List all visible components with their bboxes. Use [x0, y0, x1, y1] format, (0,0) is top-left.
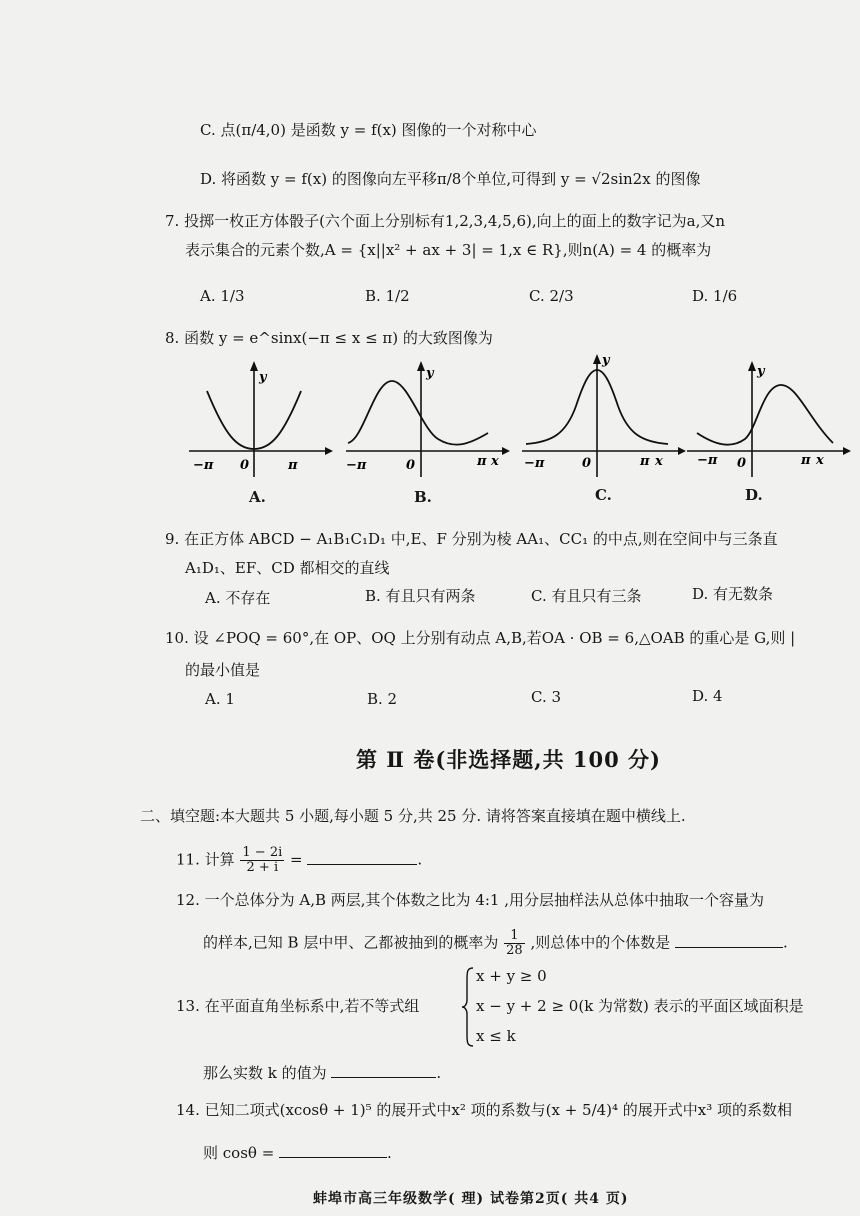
- q13-ineq-1: x + y ≥ 0: [476, 967, 547, 985]
- q12-text-a: 的样本,已知 B 层中甲、乙都被抽到的概率为: [203, 933, 499, 952]
- q10-option-c: C. 3: [531, 688, 562, 706]
- q13-brace: [461, 966, 475, 1048]
- graph-c-svg: [518, 350, 688, 485]
- q10-option-d: D. 4: [692, 687, 723, 705]
- q13-suffix: (k 为常数) 表示的平面区域面积是: [578, 997, 804, 1015]
- y-label: y: [426, 366, 434, 381]
- q10-stem-line2: 的最小值是: [185, 661, 261, 679]
- q6-option-d: D. 将函数 y = f(x) 的图像向左平移π/8个单位,可得到 y = √2sin2x 的图像: [200, 170, 701, 188]
- curve: [348, 381, 488, 445]
- q11-numerator: 1 − 2i: [242, 845, 283, 860]
- x-axis-arrow: [502, 447, 510, 455]
- q12-text-b: ,则总体中的个体数是: [530, 933, 671, 952]
- q14-text: 则 cosθ =: [203, 1144, 275, 1162]
- q14-answer-blank[interactable]: [279, 1143, 387, 1158]
- y-label: y: [757, 364, 765, 379]
- q11: 11. 计算 $\frac{1 - 2i}{2 + i}$ = .: [176, 845, 423, 875]
- q7-option-a: A. 1/3: [200, 287, 245, 305]
- q13-text: 那么实数 k 的值为: [203, 1064, 327, 1082]
- q10-stem-line1: 10. 设 ∠POQ = 60°,在 OP、OQ 上分别有动点 A,B,若OA · OB = 6,△OAB 的重心是 G,则 |: [165, 629, 796, 647]
- q12-denominator: 28: [506, 943, 523, 958]
- q7-option-c: C. 2/3: [529, 287, 574, 305]
- q9-option-a: A. 不存在: [205, 589, 271, 607]
- tick-neg-pi: −π: [346, 458, 367, 473]
- curve: [697, 385, 833, 445]
- q11-denominator: 2 + i: [246, 860, 279, 875]
- x-label: x: [816, 453, 824, 468]
- q8-label-d: D.: [745, 486, 763, 504]
- graph-d-svg: [683, 355, 853, 485]
- q11-equals: =: [290, 850, 303, 869]
- q13-ineq-3: x ≤ k: [476, 1027, 516, 1045]
- q13-answer-blank[interactable]: [331, 1063, 436, 1078]
- q7-option-b: B. 1/2: [365, 287, 410, 305]
- x-axis-arrow: [325, 447, 333, 455]
- q11-prefix: 11. 计算: [176, 850, 235, 869]
- x-label: x: [491, 454, 499, 469]
- tick-pi: π: [801, 453, 811, 468]
- y-axis-arrow: [748, 361, 756, 371]
- y-label: y: [259, 370, 267, 385]
- q9-stem-line2: A₁D₁、EF、CD 都相交的直线: [185, 559, 390, 577]
- tick-zero: 0: [406, 458, 416, 473]
- q9-option-b: B. 有且只有两条: [365, 587, 476, 605]
- tick-neg-pi: −π: [697, 453, 718, 468]
- tick-zero: 0: [240, 458, 250, 473]
- q7-stem-line2: 表示集合的元素个数,A = {x||x² + ax + 3| = 1,x ∈ R},则n(A) = 4 的概率为: [185, 241, 712, 259]
- tick-neg-pi: −π: [524, 456, 545, 471]
- q8-label-c: C.: [595, 486, 612, 504]
- tick-zero: 0: [582, 456, 592, 471]
- graph-b-svg: [342, 355, 512, 485]
- q13-line-2: [476, 996, 804, 1016]
- y-axis-arrow: [417, 361, 425, 371]
- q11-fraction: [240, 846, 284, 875]
- q10-option-a: A. 1: [205, 690, 235, 708]
- q6-option-c: C. 点(π/4,0) 是函数 y = f(x) 图像的一个对称中心: [200, 121, 537, 139]
- q9-option-d: D. 有无数条: [692, 585, 774, 603]
- graph-a-svg: [185, 355, 335, 485]
- page-footer: 蚌埠市高三年级数学( 理) 试卷第2页( 共4 页): [313, 1191, 629, 1207]
- q7-option-d: D. 1/6: [692, 287, 738, 305]
- q10-option-b: B. 2: [367, 690, 398, 708]
- q7-stem-line1: 7. 投掷一枚正方体骰子(六个面上分别标有1,2,3,4,5,6),向上的面上的数字记为a,又n: [165, 212, 726, 230]
- q12-stem-line1: 12. 一个总体分为 A,B 两层,其个体数之比为 4:1 ,用分层抽样法从总体中抽取一个容量为: [176, 891, 764, 909]
- tick-pi: π: [640, 454, 650, 469]
- q12-numerator: 1: [504, 929, 525, 944]
- q8-graph-c: [518, 350, 688, 485]
- q13-ineq-2: x − y + 2 ≥ 0: [476, 997, 579, 1015]
- q13-prefix: 13. 在平面直角坐标系中,若不等式组: [176, 997, 420, 1015]
- part2-header: 二、填空题:本大题共 5 小题,每小题 5 分,共 25 分. 请将答案直接填在题中横线上.: [140, 807, 686, 825]
- tick-zero: 0: [737, 456, 747, 471]
- q8-graph-d: [683, 355, 853, 485]
- q12-stem-line2: 的样本,已知 B 层中甲、乙都被抽到的概率为 $\frac{1}{28}$ ,则总体中的个体数是 .: [203, 928, 788, 958]
- tick-neg-pi: −π: [193, 458, 214, 473]
- x-axis-arrow: [843, 447, 851, 455]
- q13-stem-line2: 那么实数 k 的值为 .: [203, 1064, 442, 1082]
- q9-option-c: C. 有且只有三条: [531, 587, 642, 605]
- q8-graph-a: [185, 355, 335, 485]
- section-title: 第 Ⅱ 卷(非选择题,共 100 分): [356, 747, 661, 772]
- q14-stem-line2: 则 cosθ = .: [203, 1144, 392, 1162]
- q12-answer-blank[interactable]: [675, 933, 783, 948]
- q8-label-b: B.: [414, 488, 432, 506]
- y-axis-arrow: [593, 354, 601, 364]
- x-label: x: [655, 454, 663, 469]
- y-label: y: [602, 353, 610, 368]
- q11-answer-blank[interactable]: [307, 850, 417, 865]
- q9-stem-line1: 9. 在正方体 ABCD − A₁B₁C₁D₁ 中,E、F 分别为棱 AA₁、CC₁ 的中点,则在空间中与三条直: [165, 530, 778, 548]
- tick-pi: π: [288, 458, 298, 473]
- q8-stem: 8. 函数 y = e^sinx(−π ≤ x ≤ π) 的大致图像为: [165, 329, 493, 347]
- y-axis-arrow: [250, 361, 258, 371]
- q8-graph-b: [342, 355, 512, 485]
- q12-fraction: [504, 929, 525, 958]
- q14-stem-line1: 14. 已知二项式(xcosθ + 1)⁵ 的展开式中x² 项的系数与(x + 5/4)⁴ 的展开式中x³ 项的系数相: [176, 1101, 793, 1119]
- q8-label-a: A.: [249, 488, 266, 506]
- tick-pi: π: [477, 454, 487, 469]
